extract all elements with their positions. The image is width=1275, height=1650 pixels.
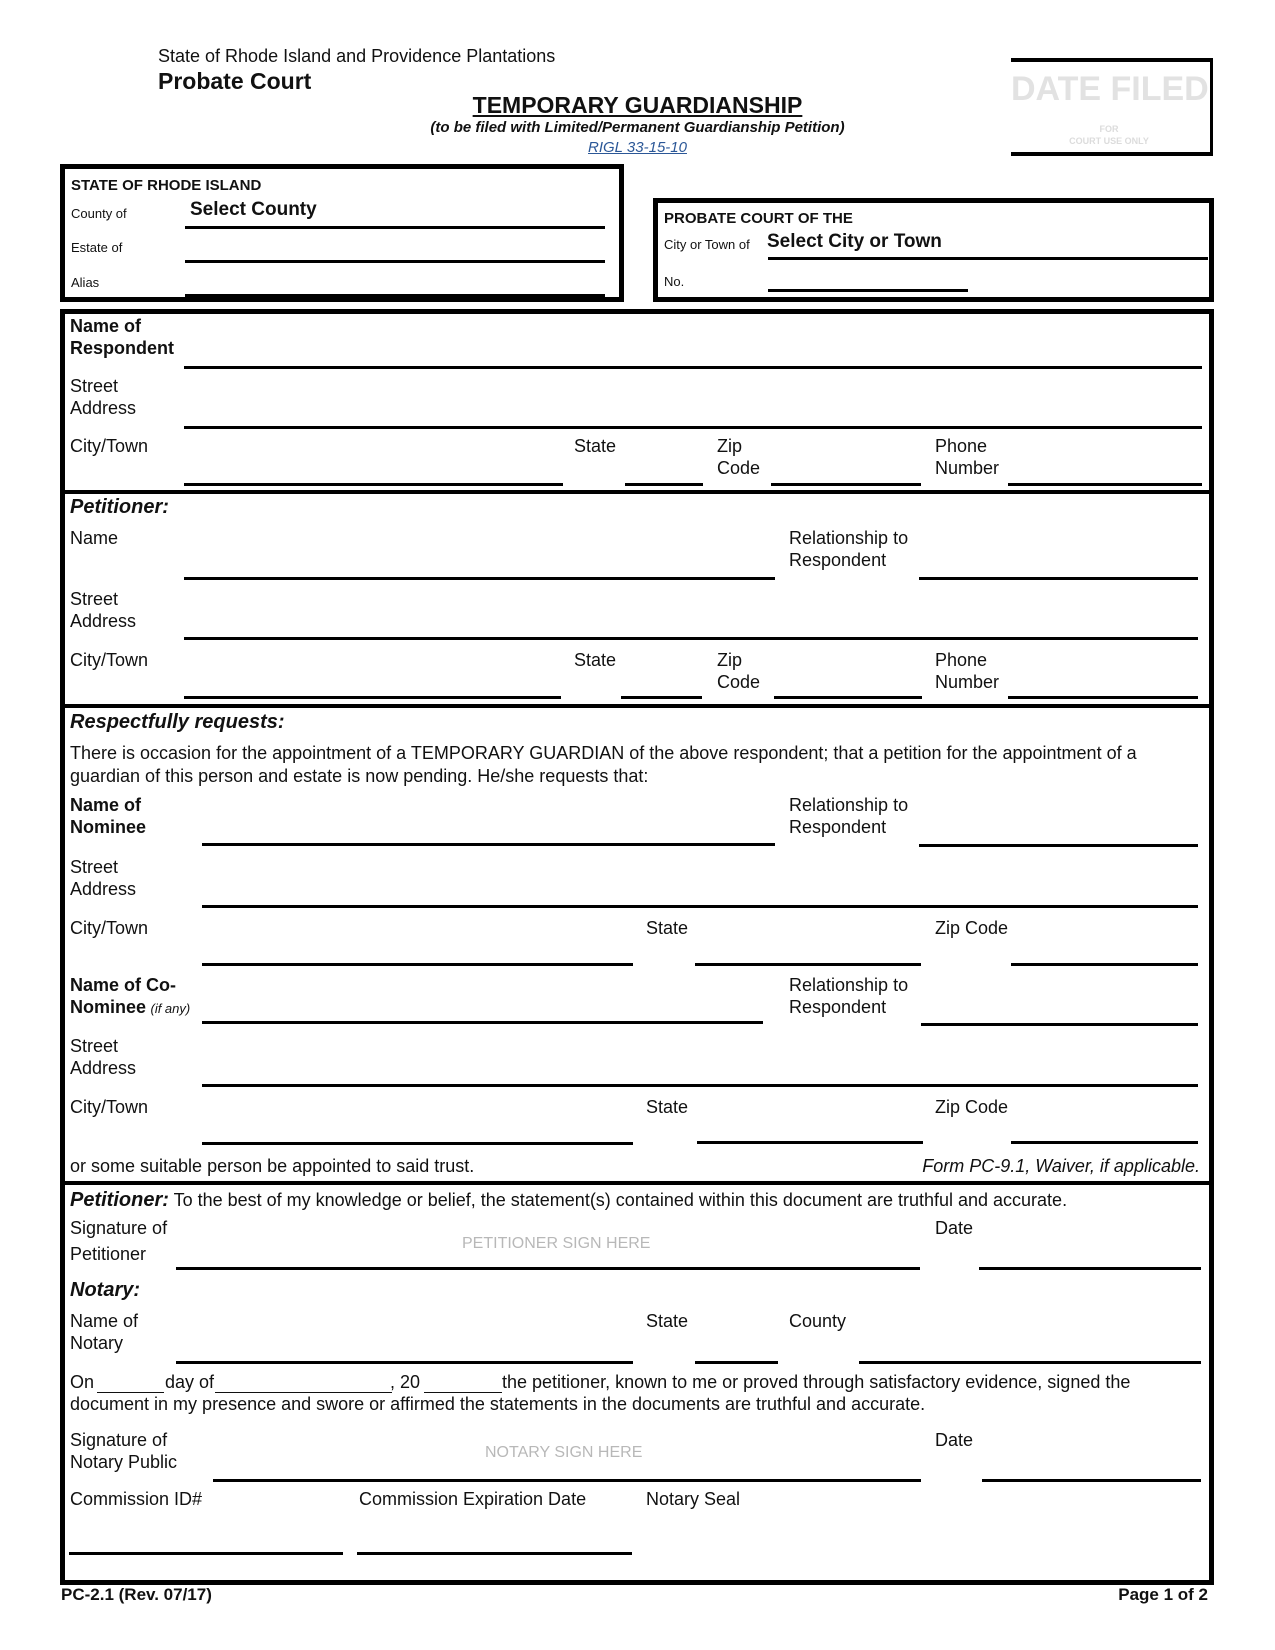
respondent-city-label: City/Town [70, 436, 149, 456]
notary-name-input[interactable] [176, 1330, 633, 1362]
alias-underline [185, 294, 605, 297]
respondent-street-label-2: Address [70, 398, 137, 418]
nominee-name-input[interactable] [202, 813, 775, 845]
notary-state-underline [695, 1361, 778, 1364]
attestation-line [70, 1189, 1067, 1212]
form-id: PC-2.1 (Rev. 07/17) [61, 1585, 212, 1604]
respondent-city-input[interactable] [184, 452, 563, 484]
estate-input[interactable] [185, 231, 605, 259]
conominee-city-label: City/Town [70, 1097, 149, 1117]
conominee-zip-input[interactable] [1011, 1111, 1198, 1143]
estate-underline [185, 260, 605, 263]
petitioner-zip-input[interactable] [774, 665, 922, 697]
petitioner-name-label: Name [70, 528, 119, 548]
conominee-city-input[interactable] [202, 1112, 633, 1144]
conominee-city-underline [202, 1142, 633, 1145]
conominee-rel-label-2: Respondent [789, 997, 887, 1017]
attestation-heading: Petitioner: [70, 1189, 169, 1211]
state-box-heading: STATE OF RHODE ISLAND [71, 177, 262, 194]
conominee-street-label-1: Street [70, 1036, 119, 1056]
nominee-state-input[interactable] [695, 932, 921, 964]
statute-link[interactable]: RIGL 33-15-10 [588, 139, 687, 156]
notary-signature-field[interactable] [213, 1430, 921, 1480]
notary-county-input[interactable] [859, 1330, 1201, 1362]
jurat-line-2: document in my presence and swore or affirmed the statements in the documents are truthful and accurate. [70, 1394, 926, 1414]
conominee-note: (if any) [150, 1001, 191, 1016]
attestation-statement: To the best of my knowledge or belief, the statement(s) contained within this document are truthful and accurate. [168, 1190, 1068, 1210]
respondent-zip-label-1: Zip [717, 436, 743, 456]
jurat-month-underline [215, 1392, 392, 1393]
petitioner-name-underline [184, 577, 775, 580]
commission-exp-input[interactable] [357, 1520, 632, 1552]
alias-input[interactable] [185, 265, 605, 293]
respondent-street-underline [184, 426, 1202, 429]
city-town-underline [768, 257, 1208, 260]
commission-id-underline [69, 1552, 343, 1555]
petitioner-phone-label-1: Phone [935, 650, 988, 670]
case-no-underline [768, 289, 968, 292]
respondent-street-input[interactable] [184, 394, 1202, 426]
conominee-zip-underline [1011, 1141, 1198, 1144]
petitioner-name-input[interactable] [184, 546, 775, 578]
jurat-day-input[interactable] [97, 1370, 164, 1392]
case-no-input[interactable] [768, 263, 968, 289]
petitioner-heading: Petitioner: [70, 496, 169, 518]
nominee-city-input[interactable] [202, 932, 633, 964]
petitioner-street-input[interactable] [184, 606, 1198, 638]
respondent-zip-label-2: Code [717, 458, 761, 478]
petitioner-date-label: Date [935, 1218, 974, 1238]
respondent-phone-input[interactable] [1008, 452, 1202, 484]
notary-name-label-2: Notary [70, 1333, 124, 1353]
notary-date-underline [982, 1479, 1201, 1482]
petitioner-phone-input[interactable] [1008, 665, 1198, 697]
conominee-state-label: State [646, 1097, 689, 1117]
request-closing: or some suitable person be appointed to said trust. [70, 1156, 475, 1176]
conominee-street-underline [202, 1084, 1198, 1087]
respondent-name-label-2: Respondent [70, 338, 175, 358]
respondent-zip-underline [771, 483, 921, 486]
nominee-label-2: Nominee [70, 817, 147, 837]
nominee-city-underline [202, 963, 633, 966]
notary-sig-underline [213, 1479, 921, 1482]
notary-date-label: Date [935, 1430, 974, 1450]
nominee-rel-label-1: Relationship to [789, 795, 909, 815]
nominee-zip-label: Zip Code [935, 918, 1009, 938]
petitioner-signature-field[interactable] [176, 1225, 920, 1267]
state-box [60, 164, 624, 302]
petitioner-state-label: State [574, 650, 617, 670]
commission-exp-underline [357, 1552, 632, 1555]
notary-heading: Notary: [70, 1279, 141, 1301]
county-label: County of [71, 206, 127, 221]
date-filed-court-use: COURT USE ONLY [1069, 136, 1149, 146]
petitioner-street-underline [184, 637, 1198, 640]
notary-county-underline [859, 1361, 1201, 1364]
jurat-day-of: day of [165, 1372, 215, 1392]
petitioner-date-input[interactable] [979, 1236, 1201, 1268]
notary-sig-label-1: Signature of [70, 1430, 168, 1450]
court-box-heading: PROBATE COURT OF THE [664, 210, 853, 227]
alias-label: Alias [71, 275, 100, 290]
jurat-year-input[interactable] [424, 1370, 502, 1392]
nominee-rel-label-2: Respondent [789, 817, 887, 837]
respondent-phone-underline [1008, 483, 1202, 486]
nominee-name-underline [202, 843, 775, 846]
petitioner-city-underline [184, 696, 561, 699]
petitioner-state-input[interactable] [621, 665, 702, 697]
conominee-rel-input[interactable] [921, 993, 1198, 1025]
respondent-city-underline [184, 483, 563, 486]
nominee-state-label: State [646, 918, 689, 938]
petitioner-phone-label-2: Number [935, 672, 1000, 692]
conominee-zip-label: Zip Code [935, 1097, 1009, 1117]
petitioner-date-underline [979, 1267, 1201, 1270]
petitioner-street-label-1: Street [70, 589, 119, 609]
jurat-rest: the petitioner, known to me or proved through satisfactory evidence, signed the [502, 1372, 1131, 1392]
conominee-state-underline [697, 1141, 923, 1144]
estate-label: Estate of [71, 240, 123, 255]
jurat-year-underline [424, 1392, 502, 1393]
conominee-rel-label-1: Relationship to [789, 975, 909, 995]
petitioner-phone-underline [1008, 696, 1198, 699]
notary-name-label-1: Name of [70, 1311, 139, 1331]
respondent-phone-label-1: Phone [935, 436, 988, 456]
nominee-zip-input[interactable] [1011, 932, 1198, 964]
petitioner-city-label: City/Town [70, 650, 149, 670]
conominee-state-input[interactable] [697, 1111, 923, 1143]
conominee-name-input[interactable] [202, 991, 763, 1023]
petitioner-street-label-2: Address [70, 611, 137, 631]
notary-state-label: State [646, 1311, 689, 1331]
conominee-street-input[interactable] [202, 1054, 1198, 1086]
section-divider [60, 1181, 1214, 1185]
notary-date-input[interactable] [982, 1448, 1201, 1480]
nominee-label-1: Name of [70, 795, 142, 815]
petitioner-rel-input[interactable] [919, 546, 1198, 578]
respondent-state-input[interactable] [625, 452, 703, 484]
court-box [653, 198, 1214, 302]
respondent-name-underline [184, 366, 1202, 369]
petitioner-sig-label-2: Petitioner [70, 1244, 147, 1264]
notary-sig-label-2: Notary Public [70, 1452, 178, 1472]
petitioner-city-input[interactable] [184, 665, 561, 697]
date-filed-box [1011, 58, 1213, 156]
petitioner-zip-label-1: Zip [717, 650, 743, 670]
petitioner-rel-underline [919, 577, 1198, 580]
request-paragraph-line-2: guardian of this person and estate is now pending. He/she requests that: [70, 766, 649, 786]
petitioner-zip-underline [774, 696, 922, 699]
section-divider [60, 490, 1214, 494]
case-no-label: No. [664, 274, 685, 289]
notary-seal-label: Notary Seal [646, 1489, 741, 1509]
petitioner-state-underline [621, 696, 702, 699]
notary-name-underline [176, 1361, 633, 1364]
court-name: Probate Court [158, 68, 312, 94]
nominee-city-label: City/Town [70, 918, 149, 938]
jurat-day-underline [97, 1392, 164, 1393]
date-filed-for: FOR [1099, 124, 1119, 134]
conominee-label-2-wrap [70, 997, 190, 1018]
city-town-select[interactable]: Select City or Town [767, 231, 942, 252]
conominee-name-underline [202, 1021, 763, 1024]
date-filed-title: DATE FILED [1011, 70, 1209, 108]
county-underline [185, 226, 605, 229]
nominee-rel-input[interactable] [919, 813, 1198, 845]
request-paragraph-line-1: There is occasion for the appointment of a TEMPORARY GUARDIAN of the above respondent; that a petition for the appointment of a [70, 743, 1137, 763]
nominee-rel-underline [919, 844, 1198, 847]
conominee-label-1: Name of Co- [70, 975, 177, 995]
commission-id-input[interactable] [69, 1520, 343, 1552]
conominee-rel-underline [921, 1023, 1198, 1026]
nominee-state-underline [695, 963, 921, 966]
petitioner-sig-underline [176, 1267, 920, 1270]
respondent-zip-input[interactable] [771, 452, 921, 484]
nominee-street-input[interactable] [202, 874, 1198, 906]
commission-id-label: Commission ID# [70, 1489, 203, 1509]
nominee-street-label-1: Street [70, 857, 119, 877]
city-town-label: City or Town of [664, 237, 750, 252]
petitioner-rel-label-2: Respondent [789, 550, 887, 570]
form-subtitle: (to be filed with Limited/Permanent Guardianship Petition) [430, 119, 845, 136]
respondent-phone-label-2: Number [935, 458, 1000, 478]
conominee-street-label-2: Address [70, 1058, 137, 1078]
request-heading: Respectfully requests: [70, 711, 285, 733]
respondent-name-label-1: Name of [70, 316, 142, 336]
respondent-state-label: State [574, 436, 617, 456]
petitioner-sig-label-1: Signature of [70, 1218, 168, 1238]
commission-exp-label: Commission Expiration Date [359, 1489, 587, 1509]
jurat-on: On [70, 1372, 95, 1392]
section-divider [60, 704, 1214, 708]
petitioner-zip-label-2: Code [717, 672, 761, 692]
conominee-label-2: Nominee [70, 997, 147, 1017]
page-number: Page 1 of 2 [1118, 1585, 1208, 1604]
notary-state-input[interactable] [695, 1330, 778, 1362]
nominee-zip-underline [1011, 963, 1198, 966]
petitioner-rel-label-1: Relationship to [789, 528, 909, 548]
respondent-name-input[interactable] [184, 334, 1202, 366]
respondent-street-label-1: Street [70, 376, 119, 396]
jurat-month-input[interactable] [215, 1370, 392, 1392]
petitioner-sign-placeholder: PETITIONER SIGN HERE [462, 1235, 651, 1252]
waiver-note: Form PC-9.1, Waiver, if applicable. [922, 1156, 1200, 1176]
notary-sign-placeholder: NOTARY SIGN HERE [485, 1444, 643, 1461]
nominee-street-label-2: Address [70, 879, 137, 899]
form-title: TEMPORARY GUARDIANSHIP [472, 92, 803, 118]
jurat-comma-20: , 20 [390, 1372, 421, 1392]
county-select[interactable]: Select County [190, 199, 317, 220]
nominee-street-underline [202, 905, 1198, 908]
state-line: State of Rhode Island and Providence Plantations [158, 46, 556, 66]
notary-county-label: County [789, 1311, 847, 1331]
respondent-state-underline [625, 483, 703, 486]
